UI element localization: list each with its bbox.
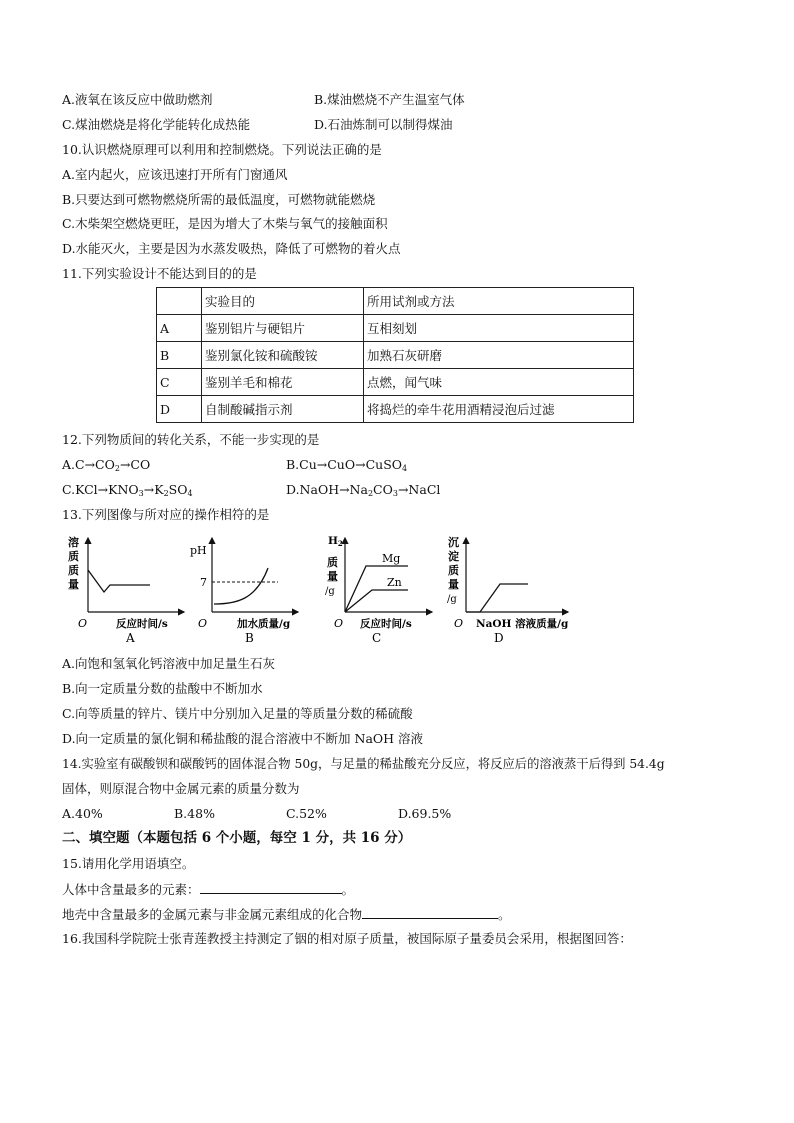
q14-option-c: C.52% (286, 806, 327, 821)
graph-c-ylabel-1: 质 (327, 556, 338, 569)
table-cell: 自制酸碱指示剂 (202, 396, 364, 423)
q12-stem: 12.下列物质间的转化关系，不能一步实现的是 (62, 432, 320, 447)
graph-a-letter: A (126, 631, 135, 645)
table-header-cell: 实验目的 (202, 288, 364, 315)
q10-stem: 10.认识燃烧原理可以利用和控制燃烧。下列说法正确的是 (62, 142, 382, 157)
graph-d-xlabel: NaOH 溶液质量/g (476, 618, 569, 630)
table-cell: B (157, 342, 202, 369)
graph-c-origin: O (334, 617, 344, 630)
table-cell: 鉴别铝片与硬铝片 (202, 315, 364, 342)
q9-option-a: A.液氧在该反应中做助燃剂 (62, 92, 213, 107)
graph-c-ylabel-h: H2 (328, 535, 343, 548)
q16-stem: 16.我国科学院院士张青莲教授主持测定了铟的相对原子质量，被国际原子量委员会采用，根据图回答： (62, 931, 632, 946)
table-header-row (157, 288, 634, 315)
q9-option-b: B.煤油燃烧不产生温室气体 (314, 92, 465, 107)
q13-graphs (60, 530, 590, 652)
table-row (157, 396, 634, 423)
table-header-cell (157, 288, 202, 315)
q14-stem-line2: 固体，则原混合物中金属元素的质量分数为 (62, 781, 300, 796)
q15-line2: 地壳中含量最多的金属元素与非金属元素组成的化合物 。 (62, 907, 511, 922)
graph-a-curve (88, 570, 150, 592)
graph-c-ylabel-2: 量 (327, 570, 338, 583)
q10-option-c: C.木柴架空燃烧更旺，是因为增大了木柴与氧气的接触面积 (62, 216, 388, 231)
table-cell: D (157, 396, 202, 423)
graph-a-ylabel-1: 溶 (68, 536, 79, 549)
graph-d-ylabel-4: 量 (448, 578, 459, 591)
graph-d-letter: D (494, 631, 504, 645)
graph-b-letter: B (245, 631, 254, 645)
graph-a-ylabel-4: 量 (68, 578, 79, 591)
graph-a-origin: O (78, 617, 88, 630)
q9-option-c: C.煤油燃烧是将化学能转化成热能 (62, 117, 251, 132)
table-cell: 互相刻划 (364, 315, 634, 342)
q13-stem: 13.下列图像与所对应的操作相符的是 (62, 507, 270, 522)
q14-option-d: D.69.5% (398, 806, 452, 821)
table-row (157, 342, 634, 369)
q10-option-d: D.水能灭火，主要是因为水蒸发吸热，降低了可燃物的着火点 (62, 241, 401, 256)
q15-line1: 人体中含量最多的元素： 。 (62, 882, 355, 897)
q13-option-c: C.向等质量的锌片、镁片中分别加入足量的等质量分数的稀硫酸 (62, 706, 413, 721)
graph-c-ylabel-3: /g (325, 586, 335, 597)
q9-option-d: D.石油炼制可以制得煤油 (314, 117, 453, 132)
graph-b-ylabel: pH (190, 544, 207, 557)
q15-stem: 15.请用化学用语填空。 (62, 856, 195, 871)
graph-b-xlabel: 加水质量/g (237, 618, 291, 630)
q12-option-a: $A.C\to CO_2\to CO$ (62, 457, 151, 473)
graph-b-curve (214, 568, 268, 604)
graph-c-label-zn: Zn (387, 576, 402, 589)
table-row (157, 315, 634, 342)
q13-option-d: D.向一定质量的氯化铜和稀盐酸的混合溶液中不断加 NaOH 溶液 (62, 731, 424, 746)
graph-d-ylabel-5: /g (447, 594, 457, 605)
graph-d-curve (466, 584, 528, 612)
table-header-cell: 所用试剂或方法 (364, 288, 634, 315)
graph-c (325, 535, 432, 645)
q11-stem: 11.下列实验设计不能达到目的的是 (62, 266, 257, 281)
graph-a-ylabel-2: 质 (68, 550, 79, 563)
table-cell: 加熟石灰研磨 (364, 342, 634, 369)
table-cell: C (157, 369, 202, 396)
graph-c-label-mg: Mg (382, 552, 401, 565)
graph-d (447, 535, 569, 645)
q10-option-a: A.室内起火，应该迅速打开所有门窗通风 (62, 167, 288, 182)
table-cell: A (157, 315, 202, 342)
q10-option-b: B.只要达到可燃物燃烧所需的最低温度，可燃物就能燃烧 (62, 192, 376, 207)
table-cell: 将捣烂的牵牛花用酒精浸泡后过滤 (364, 396, 634, 423)
table-cell: 鉴别氯化铵和硫酸铵 (202, 342, 364, 369)
graph-a (68, 535, 184, 645)
table-row (157, 369, 634, 396)
experiment-table (156, 287, 634, 423)
q13-option-a: A.向饱和氢氧化钙溶液中加足量生石灰 (62, 656, 276, 671)
graph-a-ylabel-3: 质 (68, 564, 79, 577)
answer-blank-2[interactable] (362, 906, 498, 919)
graph-b (190, 538, 298, 645)
graph-c-xlabel: 反应时间/s (360, 618, 412, 630)
q14-option-a: A.40% (62, 806, 103, 821)
table-cell: 鉴别羊毛和棉花 (202, 369, 364, 396)
graph-b-tick-7: 7 (200, 576, 207, 589)
table-cell: 点燃，闻气味 (364, 369, 634, 396)
q12-option-d: $D.NaOH\to Na_2CO_3\to NaCl$ (286, 482, 441, 498)
q12-option-b: B.Cu→CuO→CuSO$_4$ (286, 457, 408, 473)
graph-d-ylabel-2: 淀 (448, 550, 459, 563)
graph-d-origin: O (454, 617, 464, 630)
graph-c-letter: C (372, 631, 382, 645)
graph-d-ylabel-3: 质 (448, 564, 459, 577)
q12-option-c: $C.KCl\to KNO_3\to K_2SO_4$ (62, 482, 193, 498)
section-title: 二、填空题（本题包括 6 个小题，每空 1 分，共 16 分） (62, 830, 412, 846)
q14-stem-line1: 14.实验室有碳酸钡和碳酸钙的固体混合物 50g，与足量的稀盐酸充分反应，将反应后的溶液蒸干后得到 54.4g (62, 757, 665, 771)
q13-option-b: B.向一定质量分数的盐酸中不断加水 (62, 681, 263, 696)
graph-d-ylabel-1: 沉 (448, 536, 459, 549)
graph-a-xlabel: 反应时间/s (116, 618, 168, 630)
graph-c-curve-zn (345, 590, 408, 612)
graph-b-origin: O (198, 617, 208, 630)
q14-option-b: B.48% (174, 806, 215, 821)
answer-blank-1[interactable] (200, 881, 342, 894)
